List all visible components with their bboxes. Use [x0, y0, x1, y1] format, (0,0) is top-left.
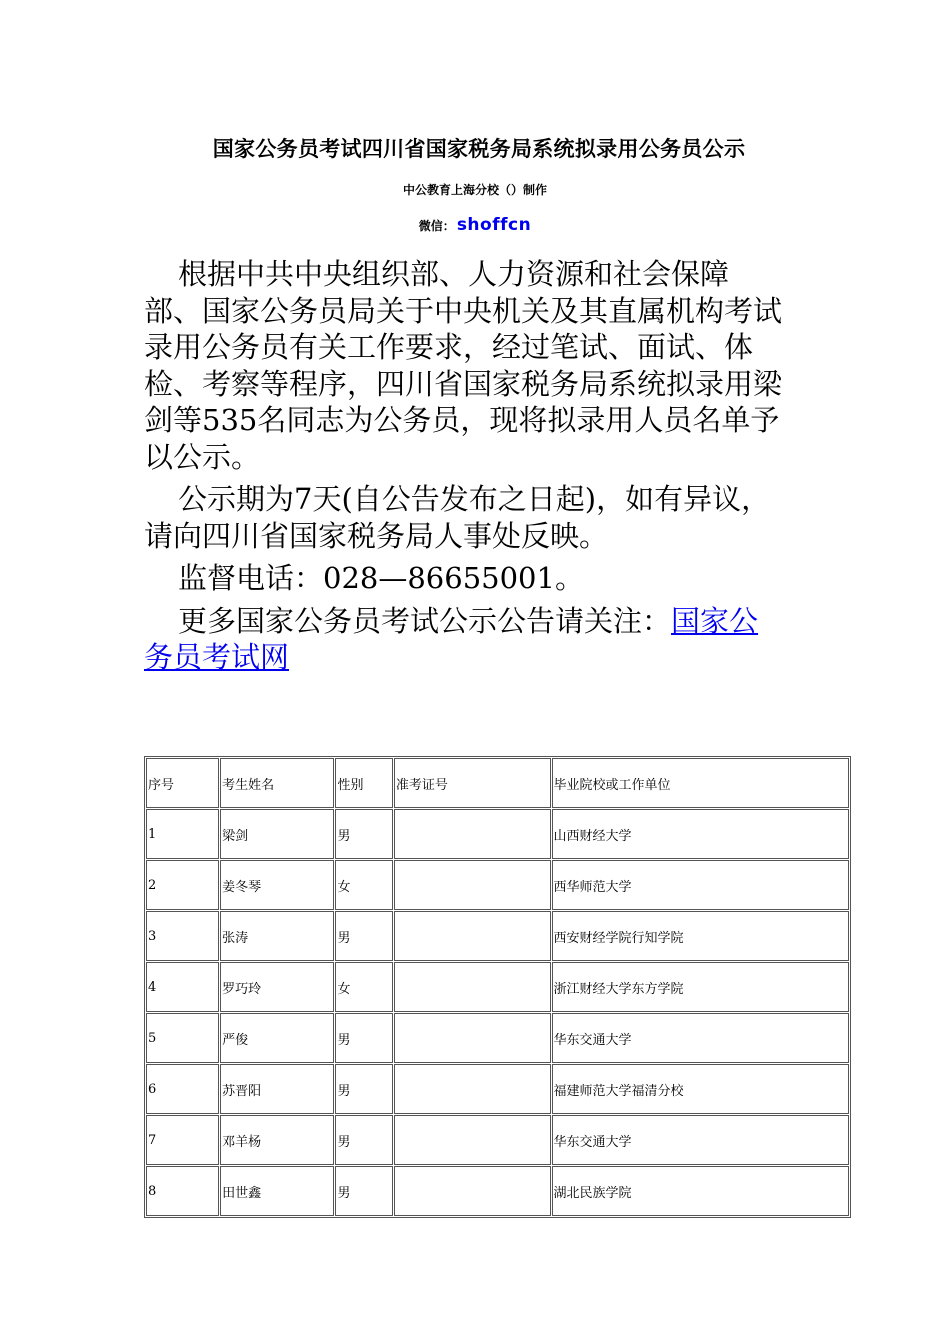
cell-school: 西华师范大学 — [552, 860, 849, 910]
cell-school: 山西财经大学 — [552, 809, 849, 859]
cell-gender: 男 — [335, 1115, 392, 1165]
cell-index: 6 — [146, 1064, 219, 1114]
cell-ticket — [394, 1166, 551, 1216]
supervision-phone: 监督电话：028—86655001。 — [178, 561, 584, 595]
cell-school: 湖北民族学院 — [552, 1166, 849, 1216]
cell-school: 华东交通大学 — [552, 1013, 849, 1063]
cell-gender: 女 — [335, 860, 392, 910]
cell-name: 苏晋阳 — [220, 1064, 334, 1114]
cell-gender: 男 — [335, 1166, 392, 1216]
table-row — [146, 962, 849, 1012]
page-title: 国家公务员考试四川省国家税务局系统拟录用公务员公示 — [212, 137, 746, 161]
cell-name: 姜冬琴 — [220, 860, 334, 910]
cell-school: 福建师范大学福清分校 — [552, 1064, 849, 1114]
candidate-table — [144, 756, 851, 1218]
cell-ticket — [394, 1013, 551, 1063]
producer-credit: 中公教育上海分校（）制作 — [402, 183, 547, 197]
cell-ticket — [394, 1064, 551, 1114]
cell-ticket — [394, 809, 551, 859]
header-cell-school: 毕业院校或工作单位 — [552, 758, 849, 808]
cell-index: 2 — [146, 860, 219, 910]
table-row — [146, 1064, 849, 1114]
wechat-id: shoffcn — [456, 215, 532, 235]
announcement-body — [144, 256, 786, 682]
cell-gender: 男 — [335, 809, 392, 859]
announcement-paragraph: 根据中共中央组织部、人力资源和社会保障部、国家公务员局关于中央机关及其直属机构考试录用公务员有关工作要求，经过笔试、面试、体检、考察等程序，四川省国家税务局系统拟录用梁剑等535名同志为公务员，现将拟录用人员名单予以公示。 — [144, 257, 783, 474]
cell-index: 3 — [146, 911, 219, 961]
table-row — [146, 1115, 849, 1165]
cell-ticket — [394, 1115, 551, 1165]
cell-school: 浙江财经大学东方学院 — [552, 962, 849, 1012]
cell-gender: 女 — [335, 962, 392, 1012]
header-cell-index: 序号 — [146, 758, 219, 808]
cell-name: 张涛 — [220, 911, 334, 961]
header-cell-gender: 性别 — [335, 758, 392, 808]
wechat-label: 微信： — [418, 219, 455, 233]
table-header-row — [146, 758, 849, 808]
table-row — [146, 1166, 849, 1216]
cell-name: 邓羊杨 — [220, 1115, 334, 1165]
cell-index: 4 — [146, 962, 219, 1012]
table-row — [146, 1013, 849, 1063]
cell-name: 梁剑 — [220, 809, 334, 859]
cell-name: 罗巧玲 — [220, 962, 334, 1012]
cell-gender: 男 — [335, 1013, 392, 1063]
wechat-line — [0, 215, 950, 235]
cell-gender: 男 — [335, 911, 392, 961]
cell-ticket — [394, 962, 551, 1012]
cell-ticket — [394, 860, 551, 910]
table-row — [146, 809, 849, 859]
announcement-paragraph: 公示期为7天(自公告发布之日起)，如有异议，请向四川省国家税务局人事处反映。 — [144, 482, 771, 553]
cell-index: 7 — [146, 1115, 219, 1165]
cell-school: 华东交通大学 — [552, 1115, 849, 1165]
cell-ticket — [394, 911, 551, 961]
exam-site-link[interactable]: 国家公务员考试网 — [144, 603, 759, 674]
cell-index: 8 — [146, 1166, 219, 1216]
cell-name: 田世鑫 — [220, 1166, 334, 1216]
table-row — [146, 911, 849, 961]
cell-index: 1 — [146, 809, 219, 859]
cell-gender: 男 — [335, 1064, 392, 1114]
cell-name: 严俊 — [220, 1013, 334, 1063]
table-row — [146, 860, 849, 910]
header-cell-name: 考生姓名 — [220, 758, 334, 808]
cell-school: 西安财经学院行知学院 — [552, 911, 849, 961]
more-info-paragraph — [144, 603, 786, 676]
more-info-text: 更多国家公务员考试公示公告请关注： — [178, 603, 672, 638]
header-cell-ticket: 准考证号 — [394, 758, 551, 808]
cell-index: 5 — [146, 1013, 219, 1063]
